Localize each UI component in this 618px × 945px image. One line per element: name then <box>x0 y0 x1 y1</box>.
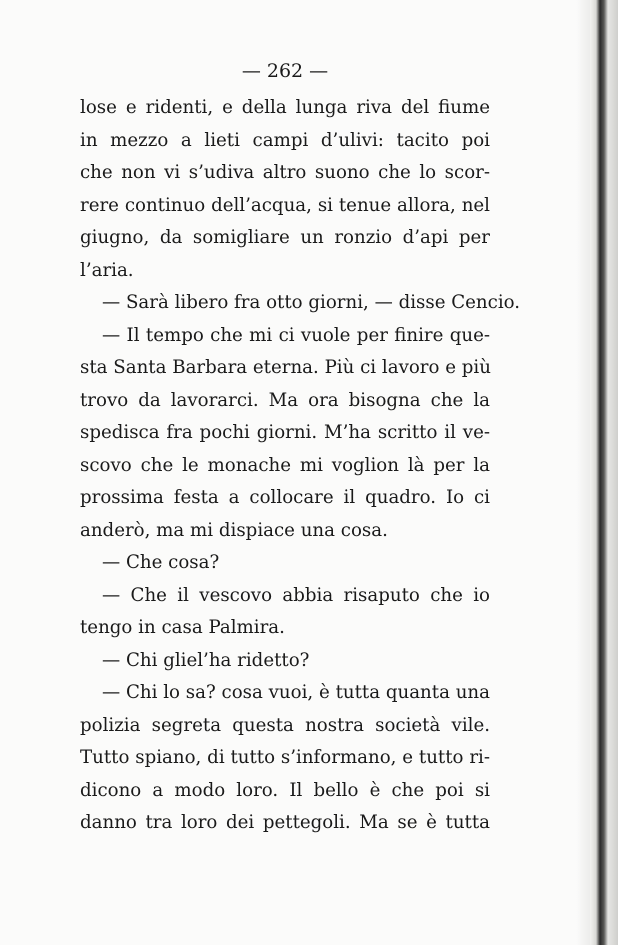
text-line: — Che il vescovo abbia risaputo che io <box>102 584 490 606</box>
body-text <box>80 92 521 840</box>
text-line: che non vi s’udiva altro suono che lo scor- <box>80 162 490 183</box>
text-line: prossima festa a collocare il quadro. Io ci <box>80 487 490 508</box>
text-line: anderò, ma mi dispiace una cosa. <box>80 519 388 541</box>
text-line: tengo in casa Palmira. <box>80 617 285 638</box>
text-line: scovo che le monache mi voglion là per la <box>80 454 490 476</box>
text-line: Tutto spiano, di tutto s’informano, e tutto ri- <box>80 747 490 768</box>
text-line: dicono a modo loro. Il bello è che poi si <box>80 779 490 801</box>
text-line: giugno, da somigliare un ronzio d’api per <box>80 227 490 248</box>
text-line: sta Santa Barbara eterna. Più ci lavoro e più <box>80 357 491 378</box>
text-line: in mezzo a lieti campi d’ulivi: tacito poi <box>80 129 490 151</box>
binding-edge <box>590 0 618 945</box>
text-line: trovo da lavorarci. Ma ora bisogna che la <box>80 389 490 411</box>
text-line: rere continuo dell’acqua, si tenue allora, nel <box>80 194 490 216</box>
gutter-shadow <box>576 0 590 945</box>
text-line: — Sarà libero fra otto giorni, — disse Cencio. <box>102 292 521 313</box>
text-line: — Chi lo sa? cosa vuoi, è tutta quanta una <box>102 682 490 703</box>
text-line: spedisca fra pochi giorni. M’ha scritto il ve- <box>80 422 490 443</box>
text-line: — Il tempo che mi ci vuole per finire que- <box>102 324 490 346</box>
text-line: danno tra loro dei pettegoli. Ma se è tutta <box>80 812 490 833</box>
text-line: l’aria. <box>80 259 134 281</box>
page-number: — 262 — <box>241 60 329 82</box>
text-line: polizia segreta questa nostra società vile. <box>80 714 490 736</box>
text-line: — Che cosa? <box>102 552 220 573</box>
text-line: — Chi gliel’ha ridetto? <box>102 649 310 671</box>
text-line: lose e ridenti, e della lunga riva del fiume <box>80 97 490 118</box>
